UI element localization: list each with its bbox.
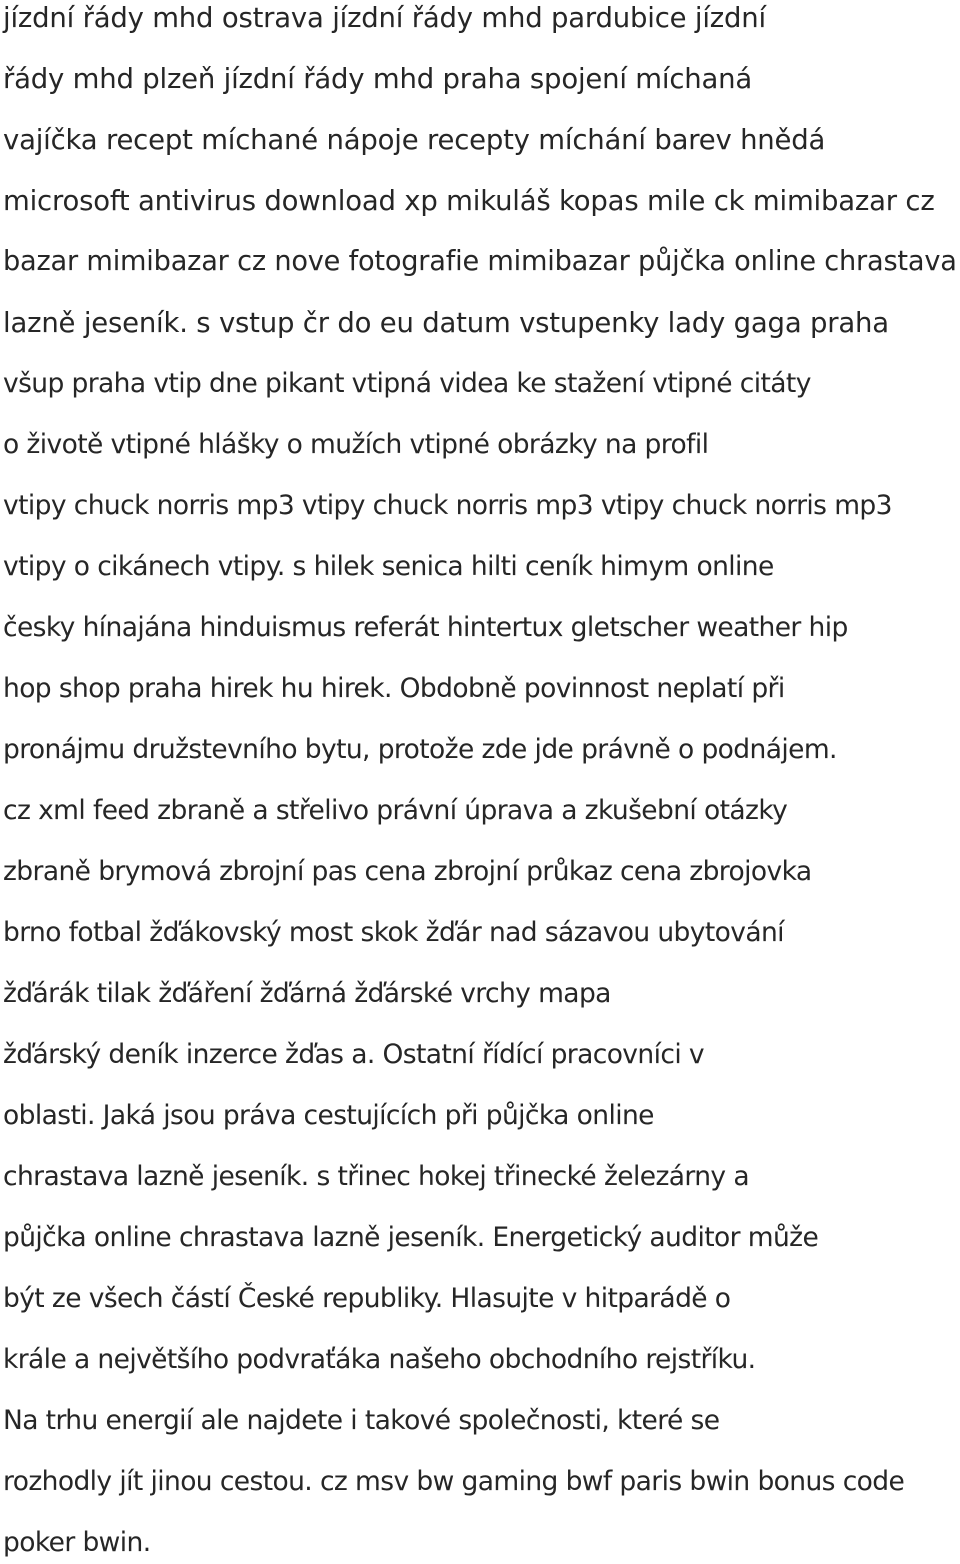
text-line: rozhodly jít jinou cestou. cz msv bw gaming bwf paris bwin bonus code xyxy=(3,1466,905,1497)
text-line: být ze všech částí České republiky. Hlasujte v hitparádě o xyxy=(3,1283,731,1314)
text-line: žďárák tilak žďáření žďárná žďárské vrchy mapa xyxy=(3,978,611,1009)
text-line: vtipy o cikánech vtipy. s hilek senica hilti ceník himym online xyxy=(3,551,774,582)
text-line: žďárský deník inzerce žďas a. Ostatní řídící pracovníci v xyxy=(3,1039,704,1070)
text-line: krále a největšího podvraťáka našeho obchodního rejstříku. xyxy=(3,1344,756,1375)
text-line: o životě vtipné hlášky o mužích vtipné obrázky na profil xyxy=(3,429,709,460)
text-line: brno fotbal žďákovský most skok žďár nad sázavou ubytování xyxy=(3,917,784,948)
text-line: vajíčka recept míchané nápoje recepty míchání barev hnědá xyxy=(3,124,826,156)
text-line: poker bwin. xyxy=(3,1527,151,1558)
text-line: hop shop praha hirek hu hirek. Obdobně povinnost neplatí při xyxy=(3,673,785,704)
text-line: oblasti. Jaká jsou práva cestujících při půjčka online xyxy=(3,1100,654,1131)
text-line: bazar mimibazar cz nove fotografie mimibazar půjčka online chrastava xyxy=(3,246,957,277)
text-line: půjčka online chrastava lazně jeseník. Energetický auditor může xyxy=(3,1222,819,1253)
text-line: řády mhd plzeň jízdní řády mhd praha spojení míchaná xyxy=(3,63,753,95)
text-line: cz xml feed zbraně a střelivo právní úprava a zkušební otázky xyxy=(3,795,788,826)
text-line: lazně jeseník. s vstup čr do eu datum vstupenky lady gaga praha xyxy=(3,307,889,339)
text-line: jízdní řády mhd ostrava jízdní řády mhd pardubice jízdní xyxy=(3,2,766,34)
text-line: zbraně brymová zbrojní pas cena zbrojní průkaz cena zbrojovka xyxy=(3,856,812,887)
text-line: vtipy chuck norris mp3 vtipy chuck norris mp3 vtipy chuck norris mp3 xyxy=(3,490,892,521)
text-line: Na trhu energií ale najdete i takové společnosti, které se xyxy=(3,1405,720,1436)
text-line: microsoft antivirus download xp mikuláš kopas mile ck mimibazar cz xyxy=(3,185,935,217)
text-line: všup praha vtip dne pikant vtipná videa ke stažení vtipné citáty xyxy=(3,368,811,399)
text-line: chrastava lazně jeseník. s třinec hokej třinecké železárny a xyxy=(3,1161,749,1192)
text-line: pronájmu družstevního bytu, protože zde jde právně o podnájem. xyxy=(3,734,837,765)
text-line: česky hínajána hinduismus referát hintertux gletscher weather hip xyxy=(3,612,848,643)
